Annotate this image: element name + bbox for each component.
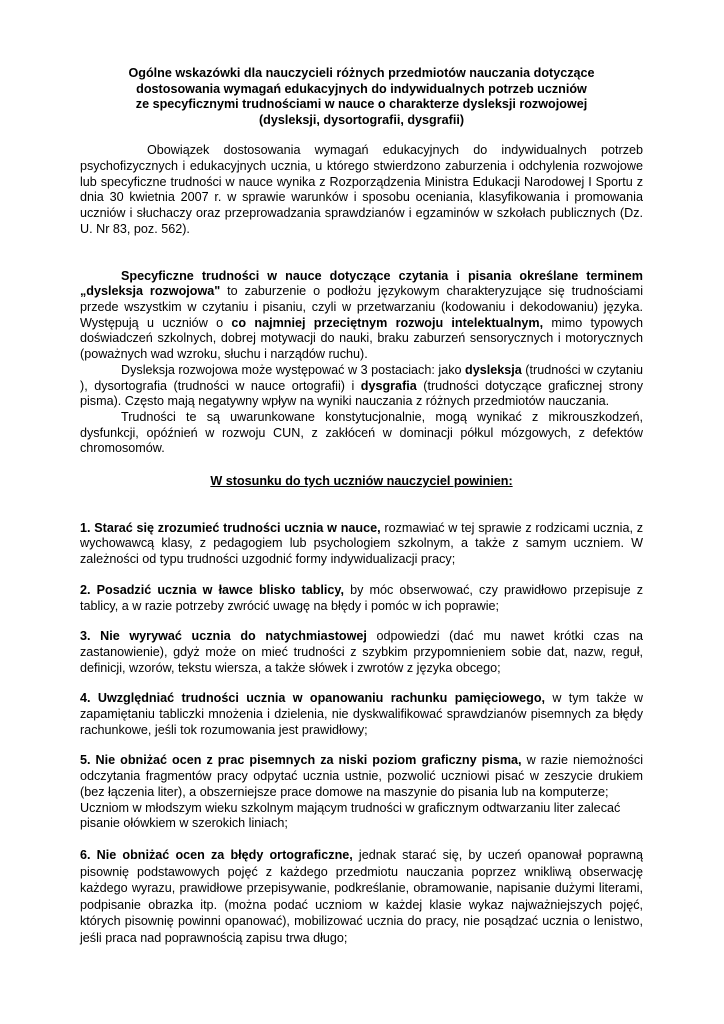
list-item-bold: 6. Nie obniżać ocen za błędy ortograficzne, [80,847,353,862]
title-line-4: (dysleksji, dysortografii, dysgrafii) [258,112,465,127]
section-heading: W stosunku do tych uczniów nauczyciel powinien: [210,474,513,489]
title-line-3: ze specyficznymi trudnościami w nauce o charakterze dysleksji rozwojowej [135,97,588,112]
dysleksja-bold: dysleksja [465,362,522,377]
list-item [80,521,643,568]
list-item [80,847,643,947]
forms-text-3: (trudności dotyczące graficznej strony pisma). Często mają negatywny wpływ na wyniki nauczania z różnych przedmiotów nauczania. [80,378,643,409]
intro-paragraph: Obowiązek dostosowania wymagań edukacyjnych do indywidualnych potrzeb psychofizycznych i edukacyjnych ucznia, u którego stwierdzono zaburzenia i odchylenia rozwojowe lub specyficzne trudności w nauce wynika z Rozporządzenia Ministra Edukacji Narodowej I Sportu z dnia 30 kwietnia 2007 r. w sprawie warunków i sposobu oceniania, klasyfikowania i promowania uczniów i słuchaczy oraz przeprowadzania sprawdzianów i egzaminów w szkołach publicznych (Dz. U. Nr 83, poz. 562). [80,143,643,236]
title-line-1: Ogólne wskazówki dla nauczycieli różnych przedmiotów nauczania dotyczące [128,66,595,80]
dyslexia-definition-rest: mimo typowych doświadczeń szkolnych, dobrej motywacji do nauki, braku zaburzeń sensorycznych i motorycznych (poważnych wad wzroku, słuchu i narządów ruchu). [80,315,644,362]
forms-text-1: Dysleksja rozwojowa może występować w 3 postaciach: jako [121,362,466,377]
list-item [80,691,643,738]
list-item-text: w razie niemożności odczytania fragmentów pracy odpytać ucznia ustnie, pozwolić uczniowi pisać w zeszycie drukiem (bez łączenia liter), a obszerniejsze prace domowe na maszynie do pisania lub na komputerze; [80,753,643,799]
title-line-2: dostosowania wymagań edukacyjnych do indywidualnych potrzeb uczniów [136,81,587,96]
list-item-text: w tym także w zapamiętaniu tabliczki mnożenia i dzielenia, nie dyskwalifikować sprawdzianów pisemnych za błędy rachunkowe, jeśli tok rozumowania jest prawidłowy; [80,691,643,737]
list-item-bold: 4. Uwzględniać trudności ucznia w opanowaniu rachunku pamięciowego, [80,691,546,706]
list-item-bold: 2. Posadzić ucznia w ławce blisko tablicy, [80,582,344,597]
list-item-bold: 5. Nie obniżać ocen z prac pisemnych za niski poziom graficzny pisma, [80,753,522,768]
list-item-bold: 3. Nie wyrywać ucznia do natychmiastowej [80,629,367,644]
list-item [80,583,643,614]
document-title [80,66,643,128]
list-item-text: jednak starać się, by uczeń opanował poprawną pisownię podstawowych pojęć z każdego przedmiotu nauczania poprzez wnikliwą obserwację każdego wyrazu, prawidłowe przepisywanie, podkreślanie, obramowanie, napisanie dużymi literami, podpisanie obrazka itp. (można podać uczniom w każdej klasie wykaz najważniejszych pojęć, których pisownię powinni opanować), mobilizować ucznia do pracy, nie posądzać ucznia o lenistwo, jeśli praca nad poprawnością zapisu trwa długo; [80,847,643,945]
dysgrafia-bold: dysgrafia [360,378,417,393]
list-item-text: by móc obserwować, czy prawidłowo przepisuje z tablicy, a w razie potrzeby zwrócić uwagę na błędy i pomóc w ich poprawie; [80,582,643,613]
dyslexia-forms-paragraph [80,363,643,410]
forms-text-2: (trudności w czytaniu ), dysortografia (trudności w nauce ortografii) i [80,362,643,393]
dyslexia-term-bold: Specyficzne trudności w nauce dotyczące czytania i pisania określane terminem „dysleksja rozwojowa" [80,268,643,299]
list-item-continuation: Uczniom w młodszym wieku szkolnym mającym trudności w graficznym odtwarzaniu liter zalecać pisanie ołówkiem w szerokich liniach; [80,800,621,831]
list-item [80,629,643,676]
intellect-bold: co najmniej przeciętnym rozwoju intelektualnym, [231,315,544,330]
list-item [80,753,643,800]
dyslexia-definition-text: to zaburzenie o podłożu językowym charakteryzujące się trudnościami przede wszystkim w czytaniu i pisaniu, czyli w przetwarzaniu (kodowaniu i dekodowaniu) języka. Występują u uczniów o [80,284,643,330]
dyslexia-definition-paragraph [80,269,643,363]
document-page [80,66,643,947]
list-item-text: odpowiedzi (dać mu nawet krótki czas na zastanowienie), gdyż może on mieć trudności z szybkim przypomnieniem sobie dat, nazw, reguł, definicji, wzorów, tekstu wiersza, a także słówek i zwrotów z języka obcego; [80,629,643,675]
list-item-text: rozmawiać w tej sprawie z rodzicami ucznia, z wychowawcą klasy, z pedagogiem lub psychologiem szkolnym, a także z samym uczniem. W zależności od typu trudności uzgodnić formy indywidualizacji pracy; [80,520,643,567]
causes-paragraph: Trudności te są uwarunkowane konstytucjonalnie, mogą wynikać z mikrouszkodzeń, dysfunkcji, opóźnień w rozwoju CUN, z zakłóceń w dominacji półkul mózgowych, z defektów chromosomów. [80,409,643,456]
list-item-bold: 1. Starać się zrozumieć trudności ucznia w nauce, [80,520,381,535]
